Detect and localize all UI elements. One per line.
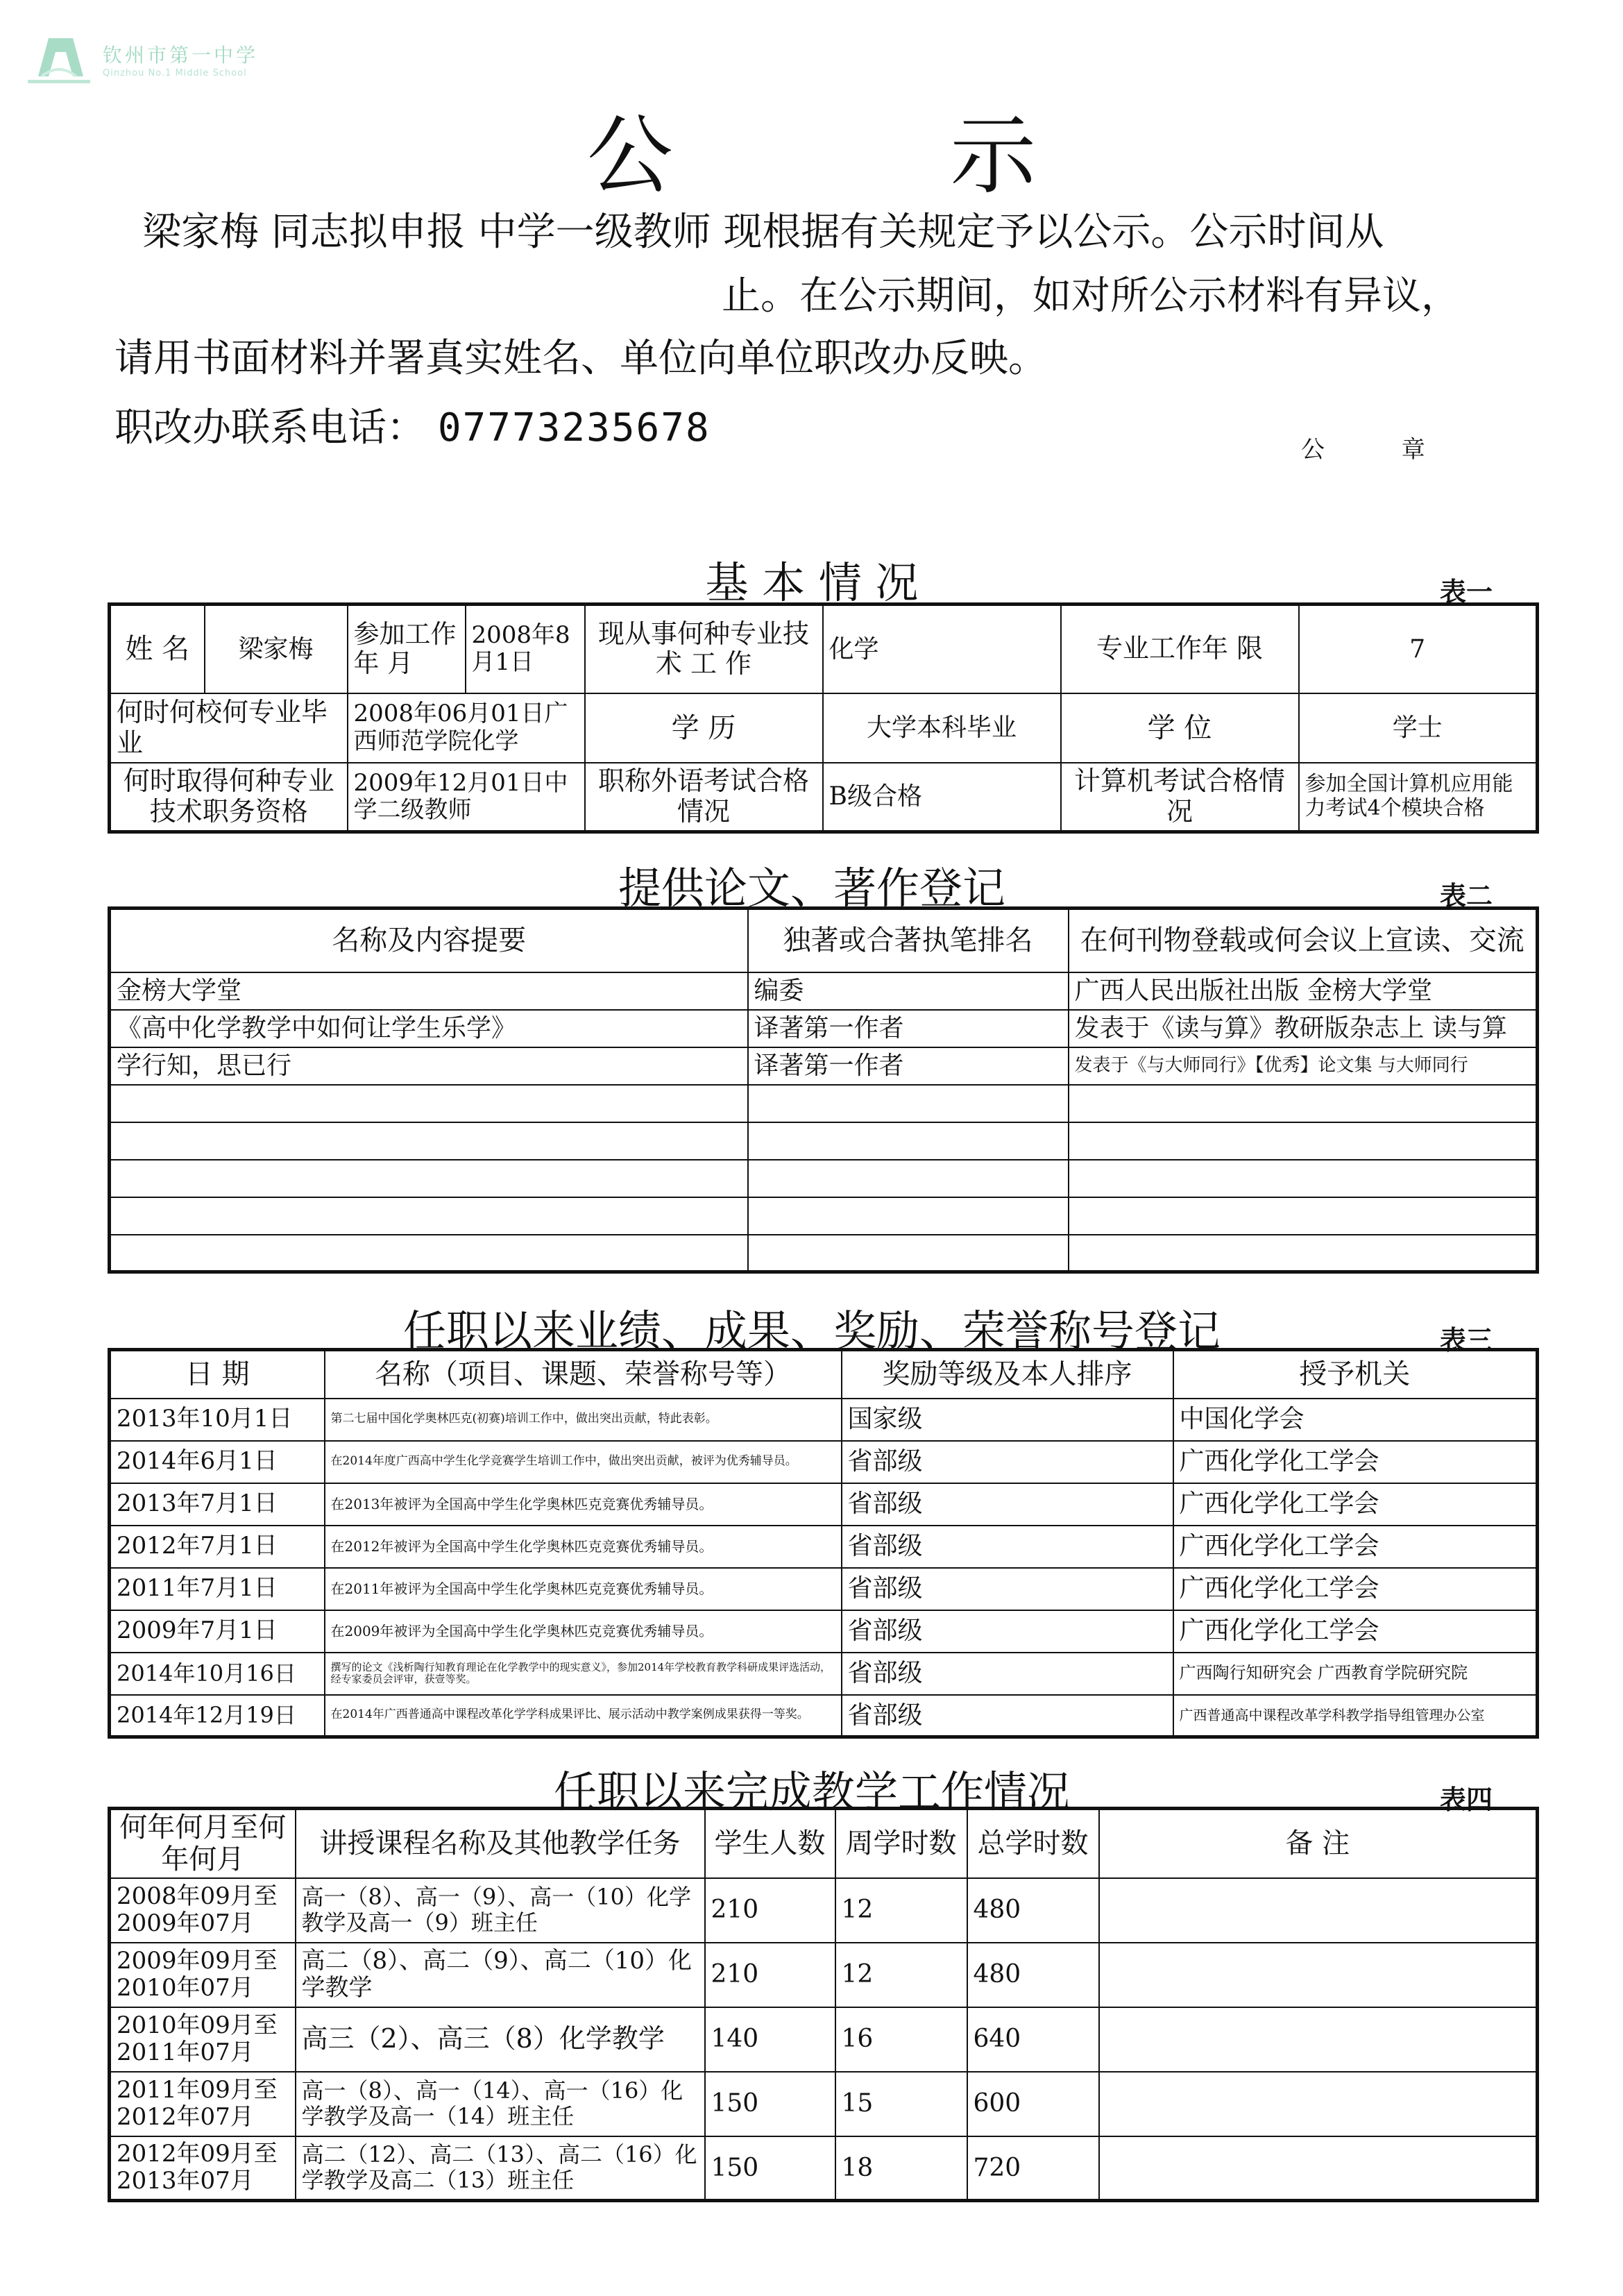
achievement-date: 2013年7月1日 <box>110 1483 325 1526</box>
achievement-name: 在2014年度广西高中学生化学竞赛学生培训工作中，做出突出贡献，被评为优秀辅导员。 <box>325 1441 842 1483</box>
achievement-name: 在2014年广西普通高中课程改革化学学科成果评比、展示活动中教学案例成果获得一等奖。 <box>325 1695 842 1737</box>
achievement-level: 省部级 <box>842 1526 1173 1568</box>
table-row <box>110 1235 1538 1272</box>
degree-label: 学 位 <box>1061 693 1299 763</box>
achievement-date: 2014年10月16日 <box>110 1653 325 1695</box>
table-row <box>110 1878 1538 1943</box>
achievement-date: 2013年10月1日 <box>110 1399 325 1441</box>
table-row <box>110 1610 1538 1653</box>
achievement-authority: 广西化学化工学会 <box>1173 1441 1538 1483</box>
table-row <box>110 1085 1538 1122</box>
achievement-name: 在2012年被评为全国高中学生化学奥林匹克竞赛优秀辅导员。 <box>325 1526 842 1568</box>
teaching-course: 高三（2）、高三（8）化学教学 <box>296 2007 705 2072</box>
computer-exam-value: 参加全国计算机应用能力考试4个模块合格 <box>1299 763 1538 832</box>
contact-phone: 07773235678 <box>437 405 711 450</box>
paper-author-rank: 译著第一作者 <box>748 1047 1069 1085</box>
notice-line-1: 梁家梅 同志拟申报 中学一级教师 现根据有关规定予以公示。公示时间从 <box>142 210 1384 255</box>
achievement-name: 第二七届中国化学奥林匹克(初赛)培训工作中，做出突出贡献，特此表彰。 <box>325 1399 842 1441</box>
paper-title <box>110 1122 748 1160</box>
achievement-level: 省部级 <box>842 1568 1173 1610</box>
papers-header-author-rank: 独著或合著执笔排名 <box>748 909 1069 972</box>
table-tag-4: 表四 <box>1440 1784 1493 1815</box>
table-row <box>110 1483 1538 1526</box>
contact-line <box>114 397 711 453</box>
work-start-value: 2008年8月1日 <box>466 605 585 693</box>
current-major-value: 化学 <box>823 605 1061 693</box>
achievement-name: 在2013年被评为全国高中学生化学奥林匹克竞赛优秀辅导员。 <box>325 1483 842 1526</box>
papers-header-publication: 在何刊物登载或何会议上宣读、交流 <box>1069 909 1538 972</box>
achievement-date: 2014年6月1日 <box>110 1441 325 1483</box>
name-value: 梁家梅 <box>205 605 348 693</box>
teaching-remarks <box>1099 2007 1538 2072</box>
degree-value: 学士 <box>1299 693 1538 763</box>
name-label: 姓 名 <box>110 605 205 693</box>
teaching-total-hours: 720 <box>967 2136 1099 2201</box>
achievement-level: 省部级 <box>842 1653 1173 1695</box>
teaching-students: 150 <box>705 2072 835 2136</box>
achievement-authority: 广西陶行知研究会 广西教育学院研究院 <box>1173 1653 1538 1695</box>
achievement-date: 2011年7月1日 <box>110 1568 325 1610</box>
computer-exam-label: 计算机考试合格情况 <box>1061 763 1299 832</box>
paper-publication <box>1069 1235 1538 1272</box>
table-row <box>110 1010 1538 1047</box>
teaching-weekly-hours: 16 <box>835 2007 967 2072</box>
teaching-remarks <box>1099 2072 1538 2136</box>
paper-title: 《高中化学教学中如何让学生乐学》 <box>110 1010 748 1047</box>
foreign-language-label: 职称外语考试合格情况 <box>585 763 823 832</box>
paper-publication: 发表于《与大师同行》【优秀】论文集 与大师同行 <box>1069 1047 1538 1085</box>
paper-publication <box>1069 1160 1538 1197</box>
paper-author-rank <box>748 1160 1069 1197</box>
paper-title <box>110 1160 748 1197</box>
paper-author-rank <box>748 1085 1069 1122</box>
paper-title <box>110 1085 748 1122</box>
achievement-name: 在2009年被评为全国高中学生化学奥林匹克竞赛优秀辅导员。 <box>325 1610 842 1653</box>
teaching-students: 210 <box>705 1878 835 1943</box>
teaching-students: 150 <box>705 2136 835 2201</box>
achievement-level: 国家级 <box>842 1399 1173 1441</box>
current-major-label: 现从事何种专业技 术 工 作 <box>585 605 823 693</box>
school-emblem-icon <box>21 28 97 87</box>
education-label: 学 历 <box>585 693 823 763</box>
achievements-header-date: 日 期 <box>110 1350 325 1399</box>
teaching-students: 140 <box>705 2007 835 2072</box>
paper-author-rank <box>748 1122 1069 1160</box>
paper-author-rank <box>748 1235 1069 1272</box>
section-title-teaching: 任职以来完成教学工作情况 <box>553 1766 1070 1817</box>
qualification-label: 何时取得何种专业技术职务资格 <box>110 763 348 832</box>
teaching-remarks <box>1099 1878 1538 1943</box>
achievement-level: 省部级 <box>842 1483 1173 1526</box>
years-value: 7 <box>1299 605 1538 693</box>
page-title: 公 示 <box>586 106 1162 206</box>
paper-publication <box>1069 1122 1538 1160</box>
years-label: 专业工作年 限 <box>1061 605 1299 693</box>
achievements-table <box>108 1348 1539 1739</box>
teaching-total-hours: 480 <box>967 1878 1099 1943</box>
logo-subtext: Qinzhou No.1 Middle School <box>103 68 247 78</box>
teaching-weekly-hours: 15 <box>835 2072 967 2136</box>
table-row <box>110 1943 1538 2007</box>
papers-header-title: 名称及内容提要 <box>110 909 748 972</box>
section-title-basic: 基 本 情 况 <box>705 557 919 608</box>
paper-title <box>110 1235 748 1272</box>
section-title-papers: 提供论文、著作登记 <box>618 863 1005 913</box>
contact-label: 职改办联系电话： <box>114 405 425 450</box>
foreign-language-value: B级合格 <box>823 763 1061 832</box>
paper-title: 学行知，思已行 <box>110 1047 748 1085</box>
paper-author-rank: 编委 <box>748 972 1069 1010</box>
achievement-authority: 广西化学化工学会 <box>1173 1568 1538 1610</box>
table-row <box>110 1653 1538 1695</box>
table-row <box>110 1568 1538 1610</box>
table-row <box>110 1160 1538 1197</box>
teaching-header-students: 学生人数 <box>705 1809 835 1878</box>
table-tag-3: 表三 <box>1440 1325 1493 1356</box>
achievement-level: 省部级 <box>842 1610 1173 1653</box>
teaching-header-weekly-hours: 周学时数 <box>835 1809 967 1878</box>
basic-info-table <box>108 602 1539 834</box>
section-title-achievements: 任职以来业绩、成果、奖励、荣誉称号登记 <box>402 1306 1221 1356</box>
paper-publication: 发表于《读与算》教研版杂志上 读与算 <box>1069 1010 1538 1047</box>
papers-table <box>108 906 1539 1274</box>
table-row <box>110 2072 1538 2136</box>
teaching-period: 2008年09月至2009年07月 <box>110 1878 296 1943</box>
notice-line-2: 止。在公示期间，如对所公示材料有异议， <box>722 273 1460 319</box>
teaching-period: 2009年09月至2010年07月 <box>110 1943 296 2007</box>
achievements-header-name: 名称（项目、课题、荣誉称号等） <box>325 1350 842 1399</box>
teaching-header-remarks: 备 注 <box>1099 1809 1538 1878</box>
table-row <box>110 2007 1538 2072</box>
teaching-weekly-hours: 18 <box>835 2136 967 2201</box>
teaching-total-hours: 600 <box>967 2072 1099 2136</box>
teaching-header-total-hours: 总学时数 <box>967 1809 1099 1878</box>
teaching-period: 2012年09月至2013年07月 <box>110 2136 296 2201</box>
achievement-level: 省部级 <box>842 1441 1173 1483</box>
teaching-period: 2010年09月至2011年07月 <box>110 2007 296 2072</box>
achievement-authority: 广西化学化工学会 <box>1173 1610 1538 1653</box>
teaching-course: 高二（12）、高二（13）、高二（16）化学教学及高二（13）班主任 <box>296 2136 705 2201</box>
table-tag-2: 表二 <box>1440 881 1493 911</box>
achievement-authority: 广西普通高中课程改革学科教学指导组管理办公室 <box>1173 1695 1538 1737</box>
paper-author-rank: 译著第一作者 <box>748 1010 1069 1047</box>
paper-publication: 广西人民出版社出版 金榜大学堂 <box>1069 972 1538 1010</box>
table-row <box>110 1399 1538 1441</box>
achievement-authority: 广西化学化工学会 <box>1173 1483 1538 1526</box>
table-row <box>110 1441 1538 1483</box>
teaching-students: 210 <box>705 1943 835 2007</box>
paper-title <box>110 1197 748 1235</box>
teaching-table <box>108 1807 1539 2202</box>
table-row <box>110 972 1538 1010</box>
achievement-date: 2009年7月1日 <box>110 1610 325 1653</box>
teaching-header-period: 何年何月至何年何月 <box>110 1809 296 1878</box>
notice-line-3: 请用书面材料并署真实姓名、单位向单位职改办反映。 <box>114 336 1047 381</box>
achievement-authority: 中国化学会 <box>1173 1399 1538 1441</box>
official-seal-label: 公 章 <box>1301 436 1460 464</box>
paper-publication <box>1069 1197 1538 1235</box>
school-logo <box>21 28 284 90</box>
graduation-value: 2008年06月01日广西师范学院化学 <box>348 693 585 763</box>
work-start-label: 参加工作年 月 <box>348 605 466 693</box>
teaching-course: 高二（8）、高二（9）、高二（10）化学教学 <box>296 1943 705 2007</box>
table-tag-1: 表一 <box>1440 577 1493 607</box>
achievements-header-authority: 授予机关 <box>1173 1350 1538 1399</box>
graduation-label: 何时何校何专业毕 业 <box>110 693 348 763</box>
achievements-header-level: 奖励等级及本人排序 <box>842 1350 1173 1399</box>
table-row <box>110 1695 1538 1737</box>
teaching-remarks <box>1099 1943 1538 2007</box>
paper-title: 金榜大学堂 <box>110 972 748 1010</box>
table-row <box>110 1047 1538 1085</box>
table-row <box>110 1122 1538 1160</box>
achievement-name: 撰写的论文《浅析陶行知教育理论在化学教学中的现实意义》，参加2014年学校教育教学科研成果评选活动，经专家委员会评审，获壹等奖。 <box>325 1653 842 1695</box>
teaching-remarks <box>1099 2136 1538 2201</box>
qualification-value: 2009年12月01日中学二级教师 <box>348 763 585 832</box>
achievement-authority: 广西化学化工学会 <box>1173 1526 1538 1568</box>
paper-publication <box>1069 1085 1538 1122</box>
teaching-weekly-hours: 12 <box>835 1878 967 1943</box>
teaching-course: 高一（8）、高一（9）、高一（10）化学教学及高一（9）班主任 <box>296 1878 705 1943</box>
teaching-course: 高一（8）、高一（14）、高一（16）化学教学及高一（14）班主任 <box>296 2072 705 2136</box>
teaching-period: 2011年09月至2012年07月 <box>110 2072 296 2136</box>
logo-text: 钦州市第一中学 <box>103 44 259 67</box>
teaching-total-hours: 480 <box>967 1943 1099 2007</box>
achievement-name: 在2011年被评为全国高中学生化学奥林匹克竞赛优秀辅导员。 <box>325 1568 842 1610</box>
paper-author-rank <box>748 1197 1069 1235</box>
achievement-level: 省部级 <box>842 1695 1173 1737</box>
table-row <box>110 1197 1538 1235</box>
achievement-date: 2014年12月19日 <box>110 1695 325 1737</box>
table-row <box>110 2136 1538 2201</box>
achievement-date: 2012年7月1日 <box>110 1526 325 1568</box>
education-value: 大学本科毕业 <box>823 693 1061 763</box>
teaching-total-hours: 640 <box>967 2007 1099 2072</box>
teaching-header-course: 讲授课程名称及其他教学任务 <box>296 1809 705 1878</box>
table-row <box>110 1526 1538 1568</box>
teaching-weekly-hours: 12 <box>835 1943 967 2007</box>
